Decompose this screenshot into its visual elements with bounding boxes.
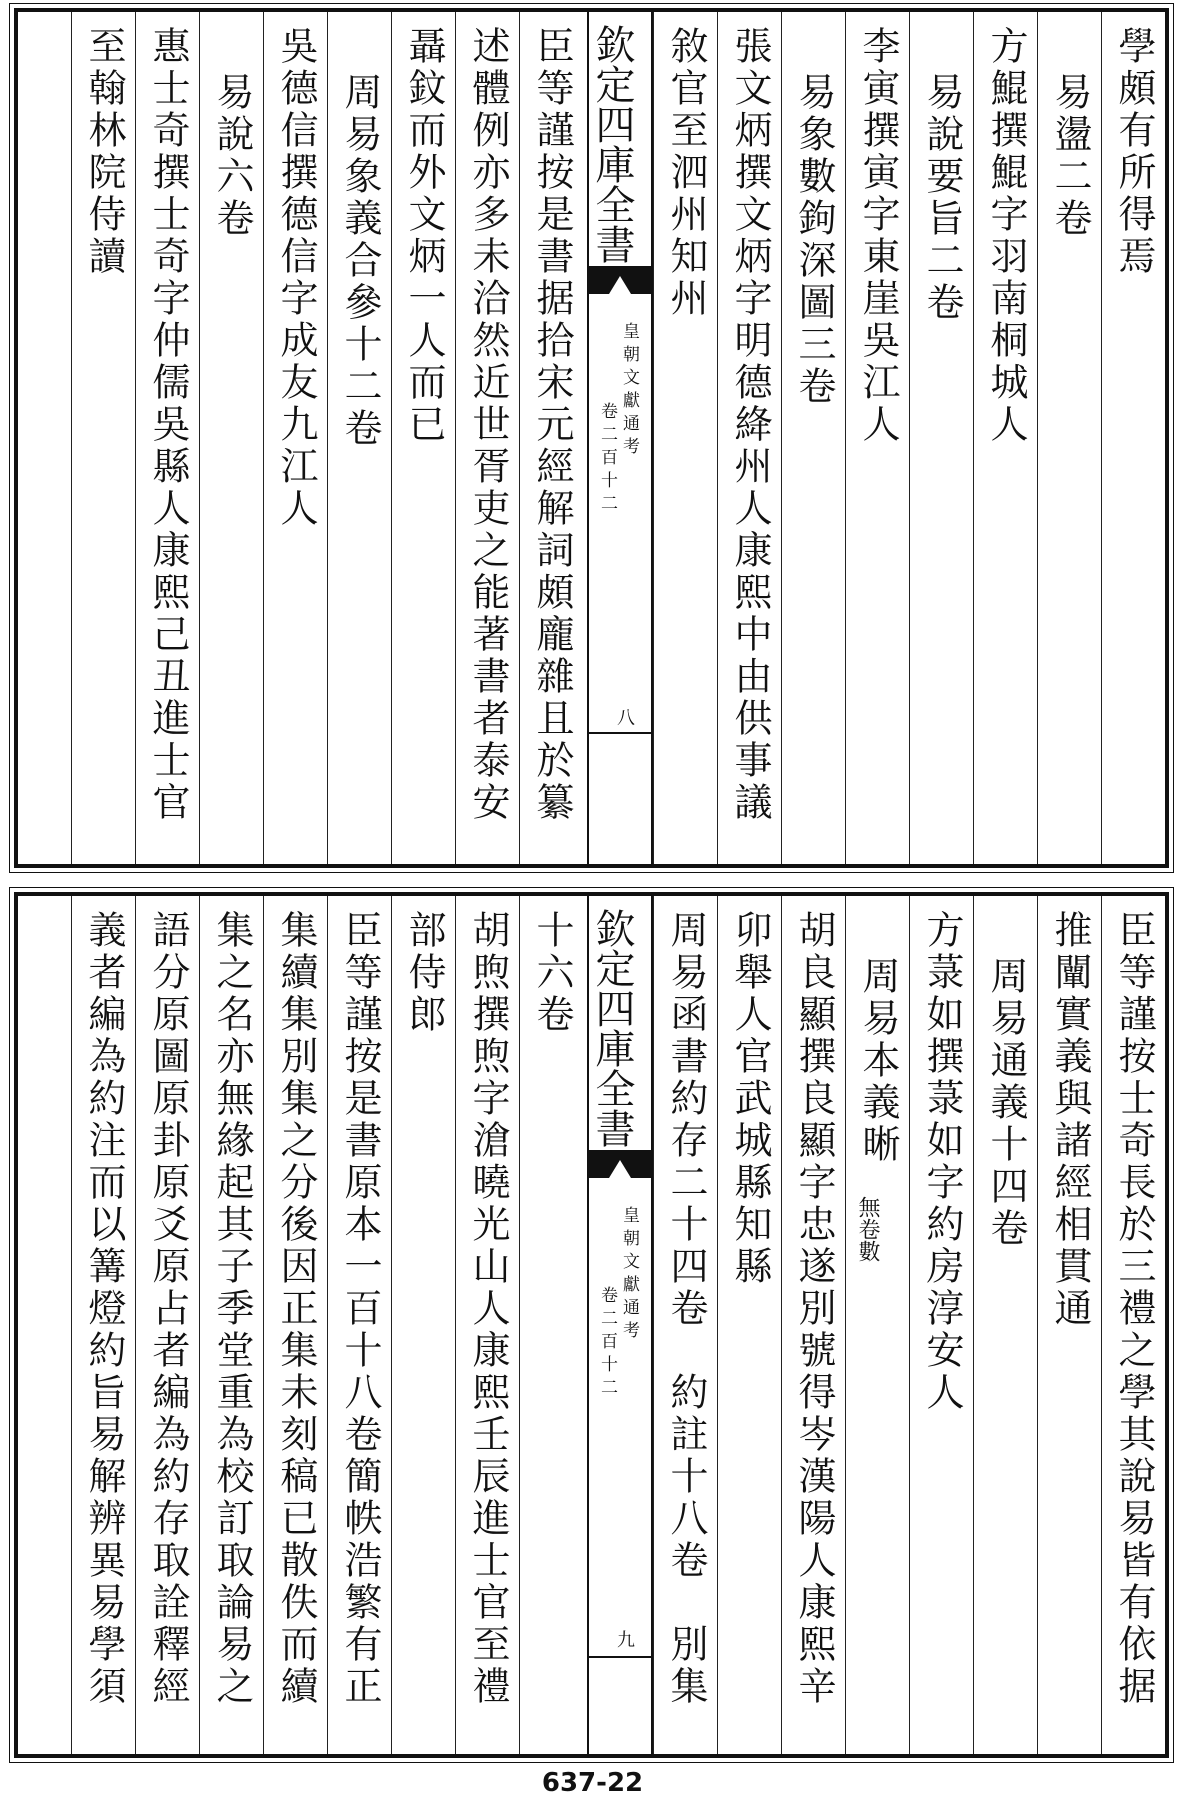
fold-title: 欽定四庫全書	[589, 24, 635, 264]
annotation-note: 無卷數	[855, 1196, 880, 1262]
bottom-page	[14, 892, 1169, 1758]
text-column: 周易函書約存二十四卷 約註十八卷 別集	[653, 896, 717, 1754]
fold-book: 皇朝文獻通考	[619, 1206, 639, 1344]
text-column: 部侍郎	[391, 896, 455, 1754]
text-column: 臣等謹按士奇長於三禮之學其說易皆有依据	[1101, 896, 1165, 1754]
text-column: 義者編為約注而以篝燈約旨易解辨異易學須	[71, 896, 135, 1754]
text-column: 集之名亦無緣起其子季堂重為校訂取論易之	[199, 896, 263, 1754]
text-column: 周易本義晰 無卷數	[845, 896, 909, 1754]
text-column: 胡良顯撰良顯字忠遂別號得岑漢陽人康熙辛	[781, 896, 845, 1754]
fold-fishtail	[589, 266, 651, 294]
text-column: 集續集別集之分後因正集未刻稿已散佚而續	[263, 896, 327, 1754]
fold-page-number: 九	[614, 1630, 635, 1648]
text-column: 周易象義合參十二卷	[327, 12, 391, 864]
text-column: 張文炳撰文炳字明德絳州人康熙中由供事議	[717, 12, 781, 864]
fold-page-number: 八	[614, 708, 635, 726]
text-column: 聶鈫而外文炳一人而已	[391, 12, 455, 864]
text-column: 易象數鉤深圖三卷	[781, 12, 845, 864]
text-column: 易盪二卷	[1037, 12, 1101, 864]
text-column: 方鯤撰鯤字羽南桐城人	[973, 12, 1037, 864]
text-column: 臣等謹按是書原本一百十八卷簡帙浩繁有正	[327, 896, 391, 1754]
fold-title: 欽定四庫全書	[589, 908, 635, 1148]
top-page	[14, 8, 1169, 868]
text-column: 惠士奇撰士奇字仲儒吳縣人康熙己丑進士官	[135, 12, 199, 864]
page-footer-number: 637-22	[541, 1768, 644, 1798]
text-column: 學頗有所得焉	[1101, 12, 1165, 864]
text-column: 十六卷	[519, 896, 583, 1754]
text-column: 方菉如撰菉如字約房淳安人	[909, 896, 973, 1754]
text-column: 至翰林院侍讀	[71, 12, 135, 864]
text-column: 吳德信撰德信字成友九江人	[263, 12, 327, 864]
fold-fishtail	[589, 1150, 651, 1178]
text-column: 推闡實義與諸經相貫通	[1037, 896, 1101, 1754]
fold-center	[587, 896, 653, 1754]
text-column: 臣等謹按是書据拾宋元經解詞頗龐雜且於纂	[519, 12, 583, 864]
text-column: 卯舉人官武城縣知縣	[717, 896, 781, 1754]
fold-volume: 卷二百十二	[597, 402, 617, 517]
text-column: 敘官至泗州知州	[653, 12, 717, 864]
fold-center	[587, 12, 653, 864]
fold-rule	[589, 732, 651, 734]
fold-volume: 卷二百十二	[597, 1286, 617, 1401]
text-column: 周易通義十四卷	[973, 896, 1037, 1754]
text-column: 語分原圖原卦原爻原占者編為約存取詮釋經	[135, 896, 199, 1754]
text-column: 李寅撰寅字東崖吳江人	[845, 12, 909, 864]
fold-book: 皇朝文獻通考	[619, 322, 639, 460]
text-column: 易說要旨二卷	[909, 12, 973, 864]
text-column: 胡煦撰煦字滄曉光山人康熙壬辰進士官至禮	[455, 896, 519, 1754]
text-column: 易說六卷	[199, 12, 263, 864]
fold-rule	[589, 1656, 651, 1658]
text-column: 述體例亦多未洽然近世胥吏之能著書者泰安	[455, 12, 519, 864]
